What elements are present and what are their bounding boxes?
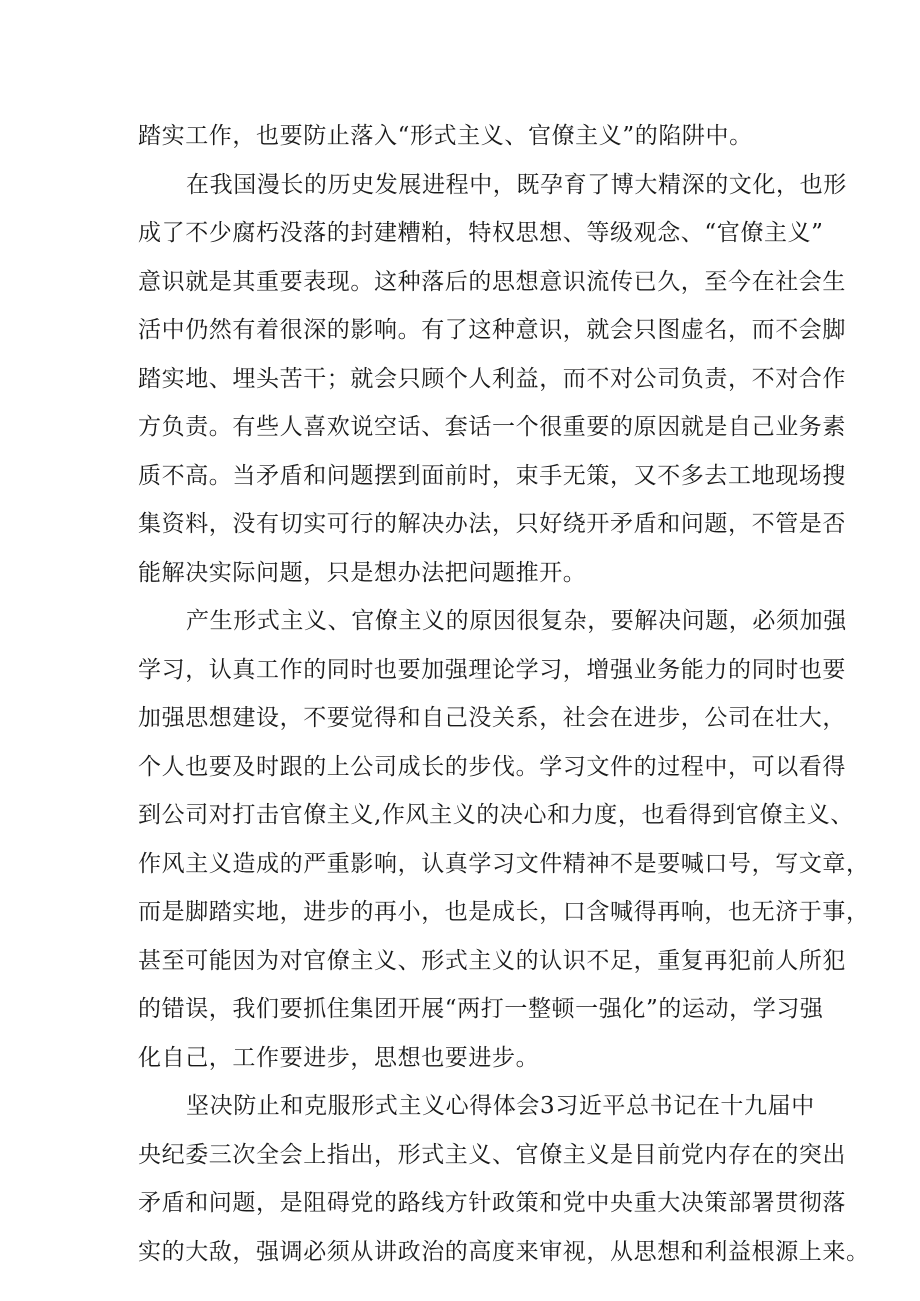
body-text-line: 而是脚踏实地，进步的再小，也是成长，口含喊得再响，也无济于事， — [138, 899, 870, 925]
body-text-line: 矛盾和问题，是阻碍党的路线方针政策和党中央重大决策部署贯彻落 — [138, 1190, 846, 1216]
body-text-line: 实的大敌，强调必须从讲政治的高度来审视，从思想和利益根源上来。 — [138, 1238, 870, 1265]
document-body — [138, 112, 870, 1276]
body-text-line: 化自己，工作要进步，思想也要进步。 — [138, 1044, 540, 1071]
body-text-line: 意识就是其重要表现。这种落后的思想意识流传已久，至今在社会生 — [138, 268, 846, 295]
body-text-line: 甚至可能因为对官僚主义、形式主义的认识不足，重复再犯前人所犯 — [138, 947, 846, 974]
body-text-line: 个人也要及时跟的上公司成长的步伐。学习文件的过程中，可以看得 — [138, 753, 846, 780]
body-text-line: 集资料，没有切实可行的解决办法，只好绕开矛盾和问题，不管是否 — [138, 511, 846, 537]
body-text-line: 产生形式主义、官僚主义的原因很复杂，要解决问题，必须加强 — [186, 608, 847, 634]
body-text-line: 到公司对打击官僚主义,作风主义的决心和力度，也看得到官僚主义、 — [138, 802, 854, 828]
body-text-line: 学习，认真工作的同时也要加强理论学习，增强业务能力的同时也要 — [138, 656, 846, 683]
body-text-line: 的错误，我们要抓住集团开展“两打一整顿一强化”的运动，学习强 — [138, 996, 824, 1022]
body-text-line: 质不高。当矛盾和问题摆到面前时，束手无策，又不多去工地现场搜 — [138, 462, 846, 489]
body-text-line: 成了不少腐朽没落的封建糟粕，特权思想、等级观念、“官僚主义” — [138, 220, 824, 246]
body-text-line: 活中仍然有着很深的影响。有了这种意识，就会只图虚名，而不会脚 — [138, 317, 846, 343]
body-text-line: 坚决防止和克服形式主义心得体会3习近平总书记在十九届中 — [186, 1093, 815, 1119]
body-text-line: 作风主义造成的严重影响，认真学习文件精神不是要喊口号，写文章， — [138, 850, 870, 877]
body-text-line: 在我国漫长的历史发展进程中，既孕育了博大精深的文化，也形 — [186, 171, 847, 198]
body-text-line: 央纪委三次全会上指出，形式主义、官僚主义是目前党内存在的突出 — [138, 1141, 846, 1168]
body-text-line: 加强思想建设，不要觉得和自己没关系，社会在进步，公司在壮大， — [138, 705, 846, 731]
body-text-line: 方负责。有些人喜欢说空话、套话一个很重要的原因就是自己业务素 — [138, 414, 846, 440]
body-text-line: 能解决实际问题，只是想办法把问题推开。 — [138, 559, 587, 586]
body-text-line: 踏实工作，也要防止落入“形式主义、官僚主义”的陷阱中。 — [138, 123, 753, 149]
body-text-line: 踏实地、埋头苦干；就会只顾个人利益，而不对公司负责，不对合作 — [138, 365, 846, 392]
